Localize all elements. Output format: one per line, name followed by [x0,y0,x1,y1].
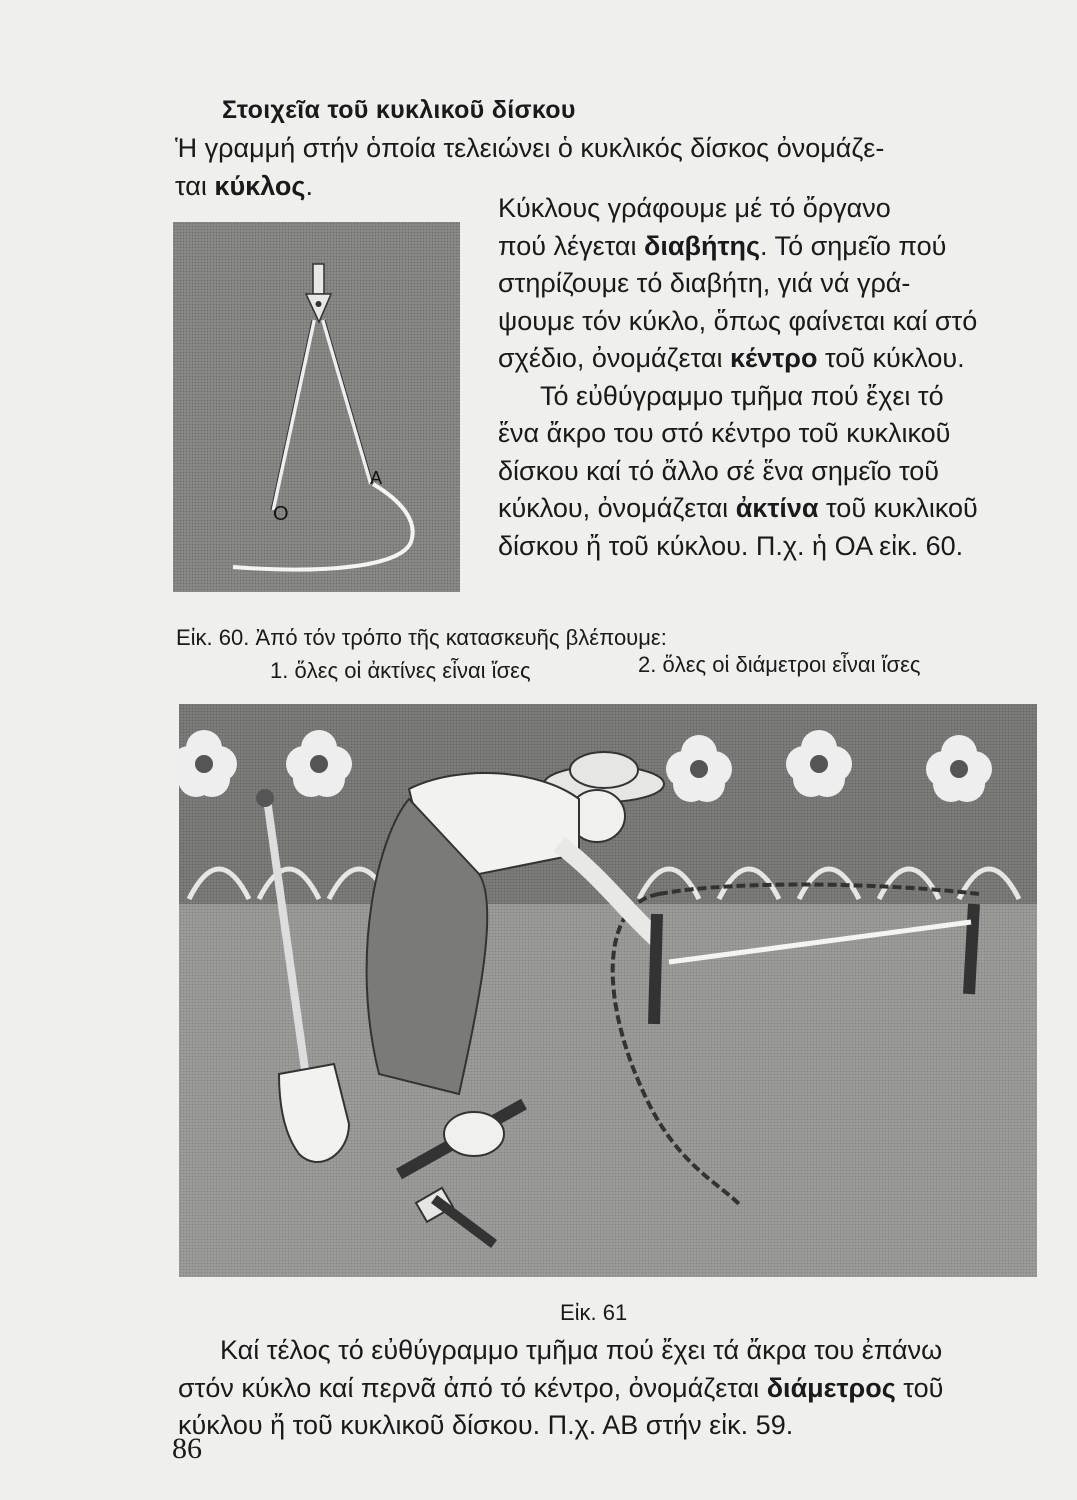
page-number: 86 [172,1432,202,1465]
column-line-1: Κύκλους γράφουμε μέ τό ὄργανο [498,193,891,223]
column-line-6: Τό εὐθύγραμμο τμῆμα πού ἔχει τό [540,380,944,411]
term-diavitis: διαβήτης [644,230,761,261]
section-heading: Στοιχεῖα τοῦ κυκλικοῦ δίσκου [222,96,576,124]
column-line-5: σχέδιο, ὀνομάζεται κέντρο τοῦ κύκλου. [498,343,965,373]
term-kyklos: κύκλος [214,170,306,201]
compass-handle [313,264,324,294]
intro-line-2: ται κύκλος. [175,170,313,201]
column-line-10: δίσκου ἤ τοῦ κύκλου. Π.χ. ἡ ΟΑ εἰκ. 60. [498,530,964,561]
figure-61-caption: Εἰκ. 61 [560,1300,628,1325]
intro-line-1: Ἡ γραμμή στήν ὁποία τελειώνει ὁ κυκλικός δίσκος ὀνομάζε- [175,133,885,163]
outro-line-2: στόν κύκλο καί περνᾶ ἀπό τό κέντρο, ὀνομάζεται διάμετρος τοῦ [178,1372,944,1403]
term-kentro: κέντρο [729,343,818,373]
figure-61-gardener [179,704,1037,1277]
term-aktina: ἀκτίνα [735,493,819,523]
column-line-2: πού λέγεται διαβήτης. Τό σημεῖο πού [498,230,947,261]
column-line-9: κύκλου, ὀνομάζεται ἀκτίνα τοῦ κυκλικοῦ [498,493,978,523]
term-diametros: διάμετρος [766,1372,896,1403]
column-line-3: στηρίζουμε τό διαβήτη, γιά νά γρά- [498,268,911,298]
figure-60-caption: Εἰκ. 60. Ἀπό τόν τρόπο τῆς κατασκευῆς βλέπουμε: [176,625,667,650]
outro-line-1: Καί τέλος τό εὐθύγραμμο τμῆμα πού ἔχει τά ἄκρα του ἐπάνω [220,1335,943,1365]
column-line-4: ψουμε τόν κύκλο, ὅπως φαίνεται καί στό [498,305,978,336]
figure-60-point-1: 1. ὅλες οἱ ἀκτίνες εἶναι ἴσες [270,658,531,683]
column-line-8: δίσκου καί τό ἄλλο σέ ἕνα σημεῖο τοῦ [498,455,940,486]
figure-60-point-2: 2. ὅλες οἱ διάμετροι εἶναι ἴσες [638,652,921,677]
figure-60-compass [173,222,460,592]
label-o: O [273,503,289,525]
definition-column [498,190,1038,565]
outro-line-3: κύκλου ἤ τοῦ κυκλικοῦ δίσκου. Π.χ. ΑΒ στήν εἰκ. 59. [178,1410,794,1440]
column-line-7: ἕνα ἄκρο του στό κέντρο τοῦ κυκλικοῦ [498,418,951,448]
label-a: A [370,468,383,488]
closing-paragraph [178,1332,1048,1445]
